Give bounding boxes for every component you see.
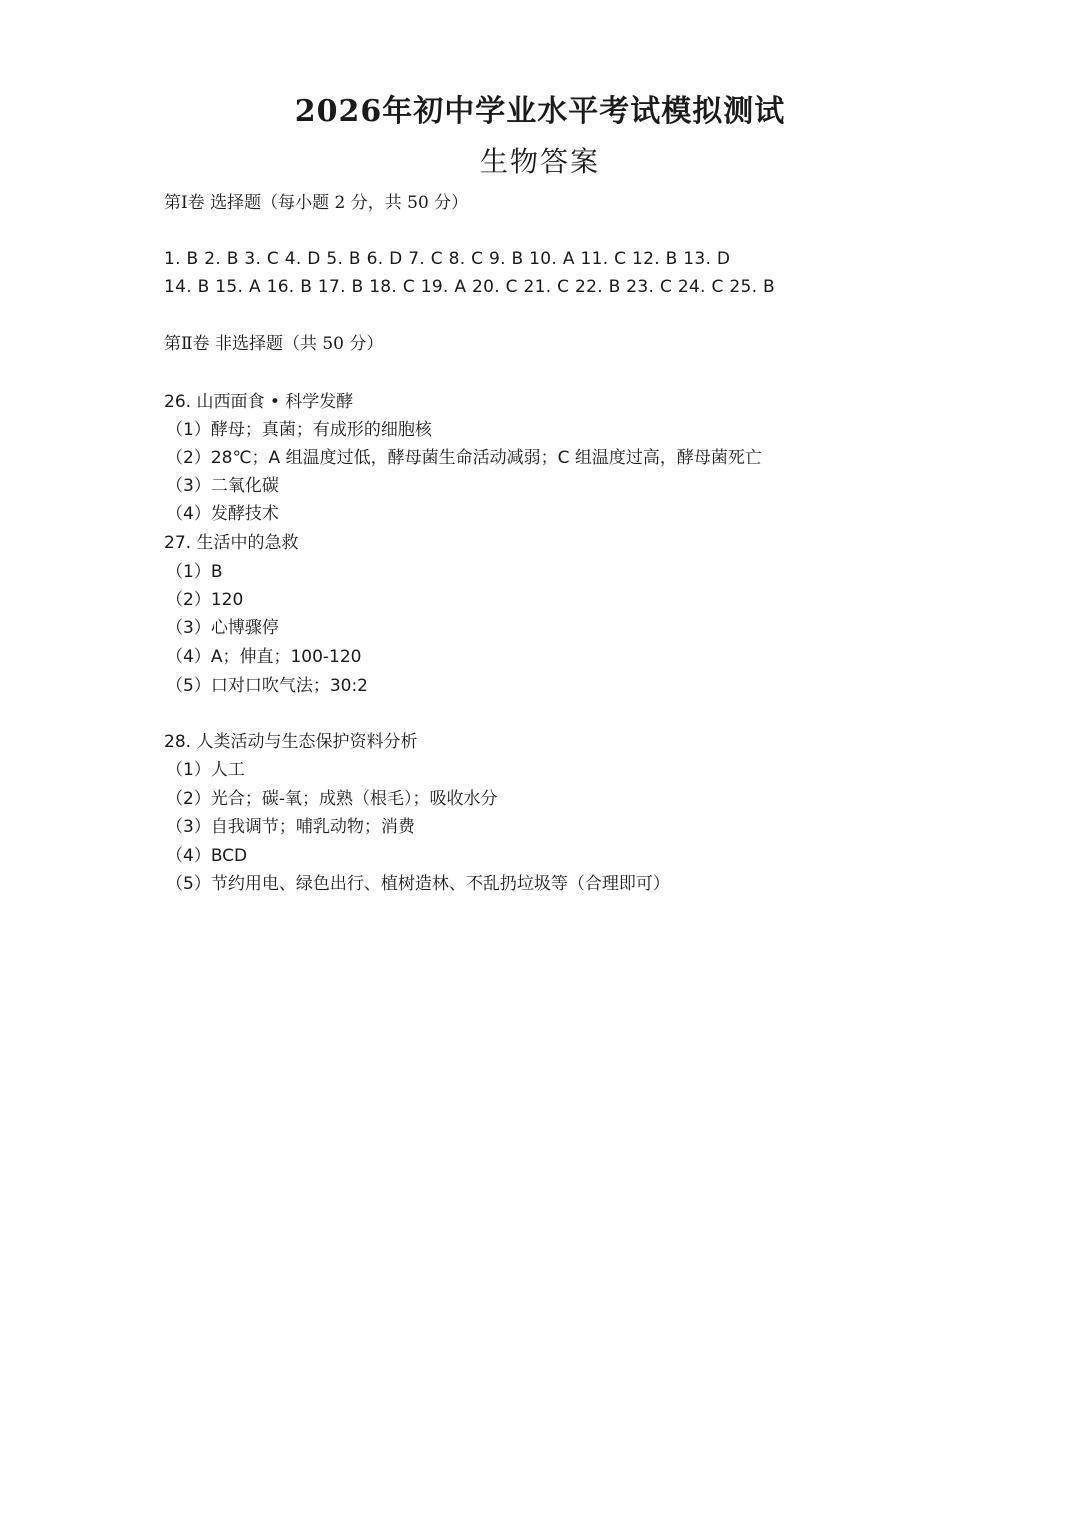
q28-answer-4: （4）BCD xyxy=(166,846,248,866)
q26-answer-1: （1）酵母；真菌；有成形的细胞核 xyxy=(166,420,432,440)
q26-answer-2: （2）28℃；A 组温度过低，酵母菌生命活动减弱；C 组温度过高，酵母菌死亡 xyxy=(166,448,762,468)
q27-answer-5: （5）口对口吹气法；30:2 xyxy=(166,676,368,696)
choice-answers-line-1: 1. B 2. B 3. C 4. D 5. B 6. D 7. C 8. C 9. B 10. A 11. C 12. B 13. D xyxy=(164,249,731,269)
document-subtitle: 生物答案 xyxy=(479,145,600,178)
q26-title: 26. 山西面食 • 科学发酵 xyxy=(164,392,354,412)
q27-answer-1: （1）B xyxy=(166,562,223,582)
part1-heading: 第Ⅰ卷 选择题（每小题 2 分，共 50 分） xyxy=(164,193,469,213)
q27-title: 27. 生活中的急救 xyxy=(164,533,299,553)
q27-answer-2: （2）120 xyxy=(166,590,244,610)
q28-answer-2: （2）光合；碳-氧；成熟（根毛）；吸收水分 xyxy=(166,789,498,809)
q26-answer-4: （4）发酵技术 xyxy=(166,504,279,524)
part2-heading: 第Ⅱ卷 非选择题（共 50 分） xyxy=(164,334,384,354)
document-title: 2026年初中学业水平考试模拟测试 xyxy=(294,94,786,129)
q27-answer-4: （4）A；伸直；100-120 xyxy=(166,647,362,667)
q28-answer-3: （3）自我调节；哺乳动物；消费 xyxy=(166,817,415,837)
q28-title: 28. 人类活动与生态保护资料分析 xyxy=(164,732,418,752)
q27-answer-3: （3）心博骤停 xyxy=(166,618,279,638)
q28-answer-1: （1）人工 xyxy=(166,760,245,780)
q26-answer-3: （3）二氧化碳 xyxy=(166,476,279,496)
choice-answers-line-2: 14. B 15. A 16. B 17. B 18. C 19. A 20. C 21. C 22. B 23. C 24. C 25. B xyxy=(164,277,775,297)
q28-answer-5: （5）节约用电、绿色出行、植树造林、不乱扔垃圾等（合理即可） xyxy=(166,874,670,894)
